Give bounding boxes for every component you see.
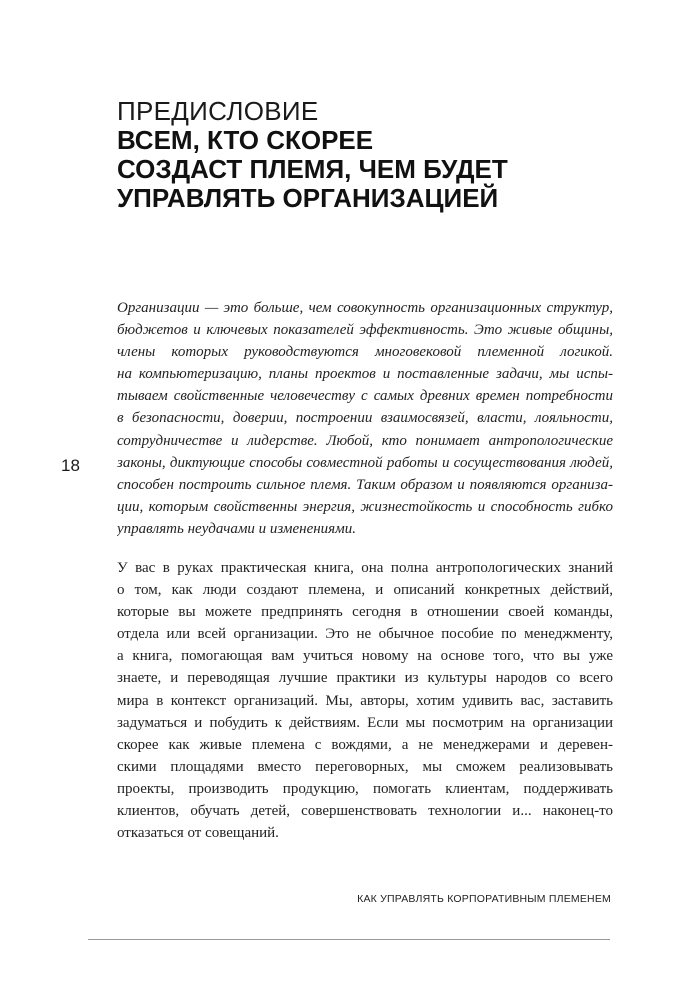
footer-divider [88, 939, 610, 940]
paragraph-line: отказаться от совещаний. [117, 825, 279, 842]
body-paragraph [117, 557, 613, 844]
paragraph-line: а книга, помогающая вам учиться новому на основе того, что вы уже [117, 648, 613, 665]
paragraph-line: проекты, производить продукцию, помогать клиентам, поддерживать [117, 780, 613, 797]
page-number: 18 [61, 456, 80, 475]
paragraph-line: управлять неудачами и изменениями. [117, 520, 356, 537]
paragraph-line: Организации — это больше, чем совокупность организационных структур, [117, 300, 613, 316]
paragraph-line: клиентов, обучать детей, совершенствовать технологии и... наконец-то [117, 803, 613, 820]
paragraph-line: сотрудничестве и лидерстве. Любой, кто понимает антропологические [117, 432, 613, 449]
chapter-title-line: СОЗДАСТ ПЛЕМЯ, ЧЕМ БУДЕТ [117, 154, 508, 184]
italic-epigraph-paragraph [117, 297, 613, 540]
chapter-kicker: ПРЕДИСЛОВИЕ [117, 96, 319, 126]
chapter-heading [117, 96, 637, 213]
paragraph-line: законы, диктующие способы совместной работы и сосуществования людей, [117, 454, 613, 471]
paragraph-line: на компьютеризацию, планы проектов и поставленные задачи, мы испы- [117, 366, 613, 383]
paragraph-line: мира в контекст организаций. Мы, авторы, хотим удивить вас, заставить [117, 692, 613, 709]
paragraph-line: способен построить сильное племя. Таким образом и появляются организа- [117, 476, 613, 493]
paragraph-line: У вас в руках практическая книга, она полна антропологических знаний [117, 560, 613, 576]
paragraph-line: скими площадями вместо переговорных, мы сможем реализовывать [117, 758, 613, 775]
paragraph-line: бюджетов и ключевых показателей эффективность. Это живые общины, [117, 322, 613, 339]
paragraph-line: которые вы можете предпринять сегодня в отношении своей команды, [117, 604, 613, 621]
paragraph-line: тываем свойственные человечеству с самых древних времен потребности [117, 388, 613, 405]
paragraph-line: члены которых руководствуются многовековой племенной логикой. [117, 344, 613, 361]
paragraph-line: задуматься и побудить к действиям. Если мы посмотрим на организации [117, 714, 613, 731]
paragraph-line: скорее как живые племена с вождями, а не менеджерами и деревен- [117, 736, 613, 753]
paragraph-line: ции, которым свойственны энергия, жизнестойкость и способность гибко [117, 498, 613, 515]
chapter-title-line: ВСЕМ, КТО СКОРЕЕ [117, 125, 374, 155]
chapter-title-line: УПРАВЛЯТЬ ОРГАНИЗАЦИЕЙ [117, 183, 499, 213]
paragraph-line: знаете, и переводящая лучшие практики из культуры народов со всего [117, 670, 613, 687]
paragraph-line: отдела или всей организации. Это не обычное пособие по менеджменту, [117, 626, 613, 643]
paragraph-line: о том, как люди создают племена, и описаний конкретных действий, [117, 582, 613, 599]
paragraph-line: в безопасности, доверии, построении взаимосвязей, власти, лояльности, [117, 410, 613, 427]
running-footer: КАК УПРАВЛЯТЬ КОРПОРАТИВНЫМ ПЛЕМЕНЕМ [357, 893, 611, 905]
